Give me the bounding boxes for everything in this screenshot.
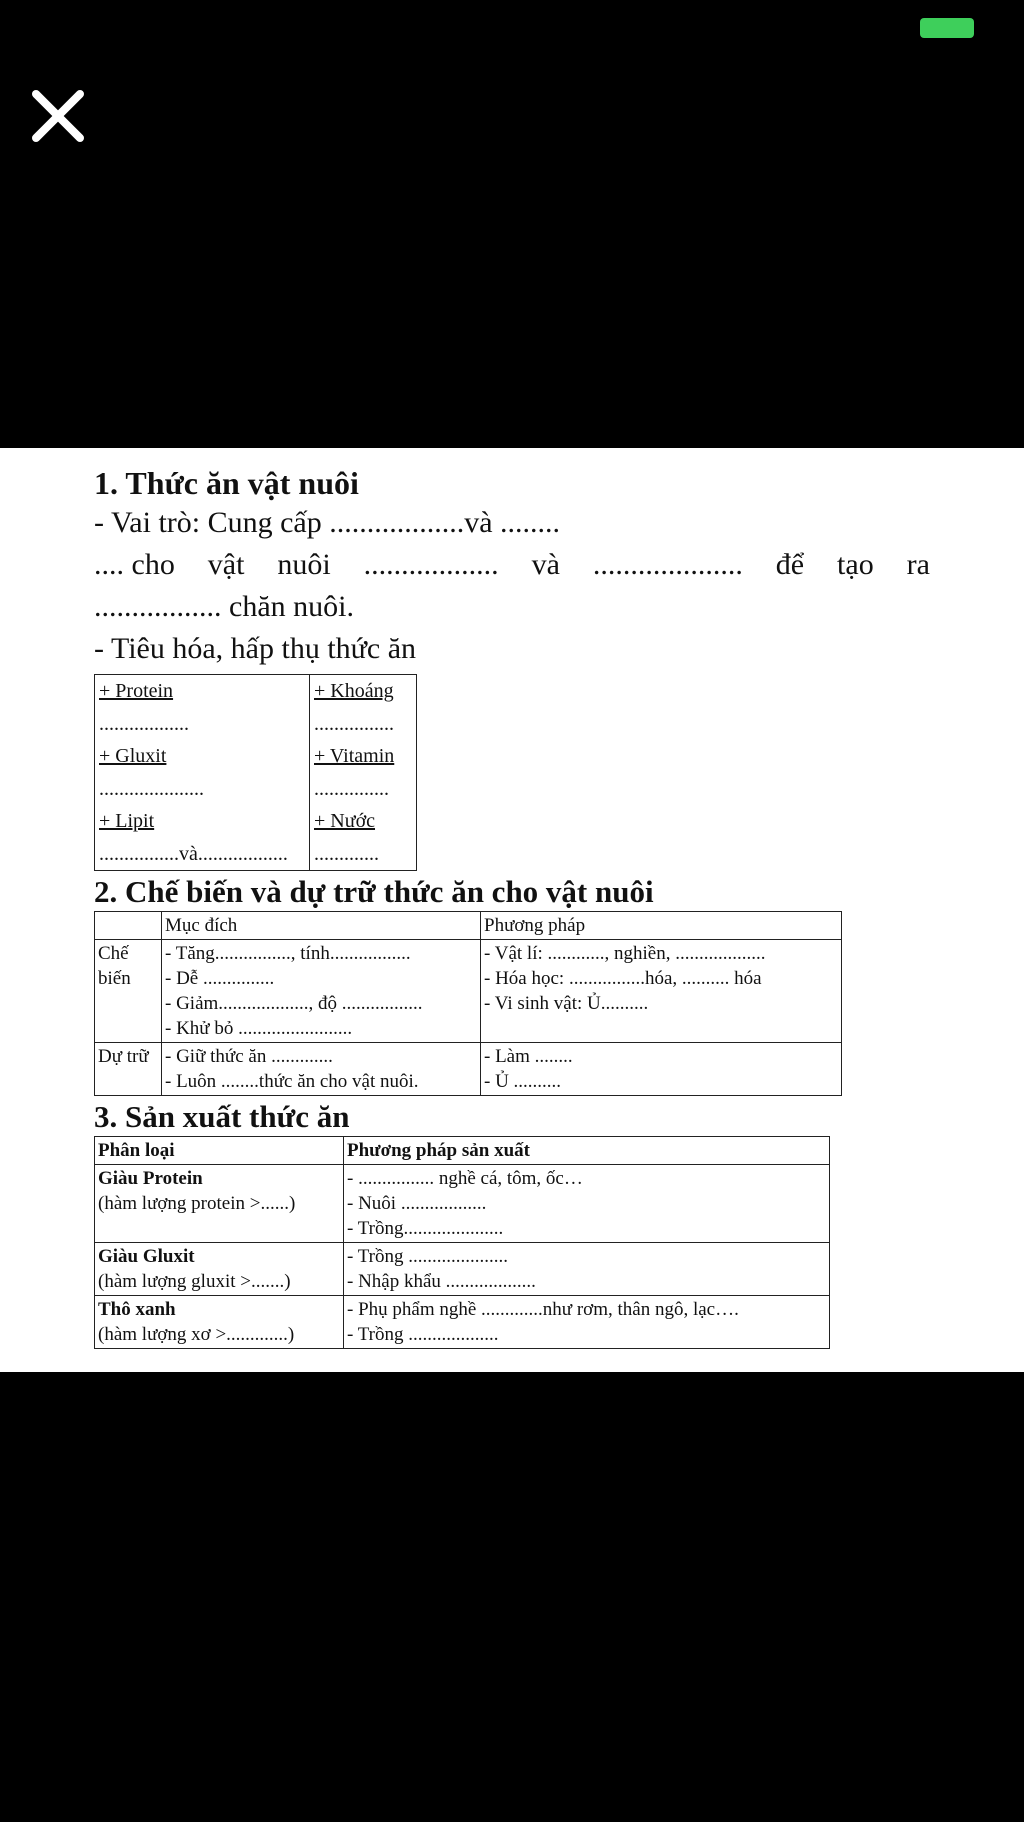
table-cell: + Khoáng: [310, 675, 417, 708]
cell-line: - Trồng ...................: [347, 1324, 499, 1345]
table-row: [95, 740, 417, 773]
header-cell: Phân loại: [95, 1137, 344, 1165]
table-row: [95, 1243, 830, 1296]
category-desc: (hàm lượng xơ >.............): [98, 1324, 295, 1345]
header-cell: Phương pháp sản xuất: [344, 1137, 830, 1165]
cell-line: - Trồng .....................: [347, 1246, 508, 1267]
cell-line: - Làm ........: [484, 1046, 573, 1067]
battery-icon: [920, 18, 974, 38]
role-line-2-word: tạo: [837, 548, 874, 581]
cell-line: - Nhập khẩu ...................: [347, 1271, 536, 1292]
role-line-2-word: ra: [906, 548, 930, 581]
row-label: Dự trữ: [95, 1043, 162, 1096]
table-cell: .....................: [95, 773, 310, 806]
cell-line: - Giảm..................., độ .................: [165, 993, 423, 1014]
table-row: [95, 1165, 830, 1243]
category-name: Thô xanh: [98, 1299, 176, 1320]
table-row: [95, 1296, 830, 1349]
section-3-title: 3. Sản xuất thức ăn: [94, 1099, 350, 1134]
role-line-1: - Vai trò: Cung cấp ..................và ........: [94, 506, 561, 539]
category-cell: [95, 1165, 344, 1243]
cell-line: - Khử bỏ ........................: [165, 1018, 353, 1039]
table-cell: ...............: [310, 773, 417, 806]
cell-line: - Hóa học: ................hóa, .......... hóa: [484, 968, 762, 989]
category-cell: [95, 1296, 344, 1349]
table-row: [95, 805, 417, 838]
method-cell: [481, 1043, 842, 1096]
header-cell: [95, 912, 162, 940]
role-line-2-word: ....................: [592, 548, 743, 581]
table-cell: + Vitamin: [310, 740, 417, 773]
category-cell: [95, 1243, 344, 1296]
section-1-title: 1. Thức ăn vật nuôi: [94, 465, 359, 501]
close-button[interactable]: [28, 86, 88, 146]
method-cell: [344, 1165, 830, 1243]
role-line-3: ................. chăn nuôi.: [94, 590, 354, 623]
digestion-line: - Tiêu hóa, hấp thụ thức ăn: [94, 632, 417, 665]
table-row: [95, 1043, 842, 1096]
production-table: [94, 1136, 830, 1349]
table-cell: .............: [310, 838, 417, 871]
method-cell: [344, 1243, 830, 1296]
table-row: [95, 940, 842, 1043]
category-desc: (hàm lượng protein >......): [98, 1193, 296, 1214]
table-row: [95, 773, 417, 806]
table-cell: ..................: [95, 708, 310, 741]
category-name: Giàu Protein: [98, 1168, 203, 1189]
cell-line: - Ủ ..........: [484, 1071, 562, 1092]
cell-line: - ................ nghề cá, tôm, ốc…: [347, 1168, 583, 1189]
table-row: [95, 675, 417, 708]
header-cell: Mục đích: [162, 912, 481, 940]
role-line-2-word: và: [531, 548, 560, 581]
close-icon: [28, 86, 88, 146]
cell-line: - Dễ ...............: [165, 968, 275, 989]
cell-line: - Vật lí: ............, nghiền, ...................: [484, 943, 766, 964]
purpose-cell: [162, 1043, 481, 1096]
role-line-2-word: nuôi: [277, 548, 331, 581]
table-row: [95, 838, 417, 871]
worksheet-image: [0, 448, 1024, 1372]
cell-line: - Trồng.....................: [347, 1218, 504, 1239]
cell-line: - Phụ phẩm nghề .............như rơm, thân ngô, lạc….: [347, 1299, 739, 1320]
method-cell: [481, 940, 842, 1043]
role-line-2-word: .... cho: [94, 548, 175, 581]
table-cell: ................và..................: [95, 838, 310, 871]
nutrient-table: [94, 674, 417, 871]
purpose-cell: [162, 940, 481, 1043]
table-cell: + Gluxit: [95, 740, 310, 773]
section-2-title: 2. Chế biến và dự trữ thức ăn cho vật nuôi: [94, 874, 654, 909]
role-line-2: [94, 544, 930, 586]
worksheet-content: [94, 464, 934, 1349]
role-line-2-word: để: [775, 548, 805, 581]
cell-line: - Giữ thức ăn .............: [165, 1046, 333, 1067]
role-line-2-word: ..................: [363, 548, 499, 581]
processing-table: [94, 911, 842, 1096]
category-name: Giàu Gluxit: [98, 1246, 195, 1267]
table-cell: ................: [310, 708, 417, 741]
table-cell: + Protein: [95, 675, 310, 708]
table-cell: + Nước: [310, 805, 417, 838]
cell-line: - Luôn ........thức ăn cho vật nuôi.: [165, 1071, 419, 1092]
table-row: [95, 708, 417, 741]
table-header-row: [95, 912, 842, 940]
row-label: Chế biến: [95, 940, 162, 1043]
cell-line: - Vi sinh vật: Ủ..........: [484, 993, 649, 1014]
method-cell: [344, 1296, 830, 1349]
role-line-2-word: vật: [207, 548, 245, 581]
header-cell: Phương pháp: [481, 912, 842, 940]
cell-line: - Tăng................, tính.................: [165, 943, 411, 964]
table-cell: + Lipit: [95, 805, 310, 838]
cell-line: - Nuôi ..................: [347, 1193, 487, 1214]
table-header-row: [95, 1137, 830, 1165]
category-desc: (hàm lượng gluxit >.......): [98, 1271, 291, 1292]
